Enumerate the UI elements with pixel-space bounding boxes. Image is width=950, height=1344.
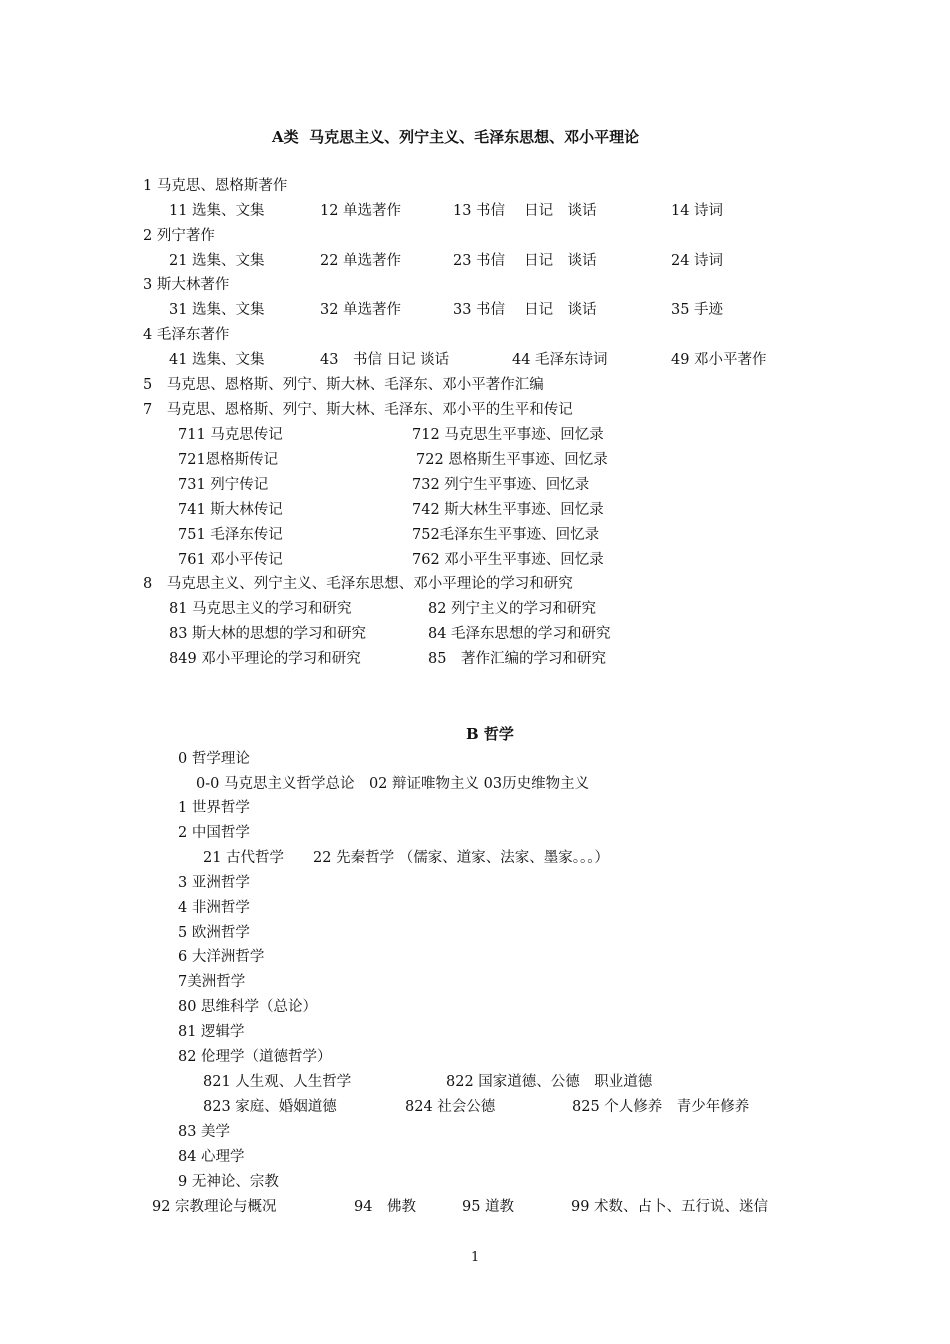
- entry-b83: 83 美学: [178, 1124, 231, 1140]
- entry-b822: 822 国家道德、公德 职业道德: [446, 1074, 653, 1090]
- entry-49: 49 邓小平著作: [671, 352, 767, 368]
- entry-41: 41 选集、文集: [169, 352, 265, 368]
- entry-761: 761 邓小平传记: [178, 552, 283, 568]
- entry-4: 4 毛泽东著作: [143, 327, 230, 343]
- entry-81: 81 马克思主义的学习和研究: [169, 601, 352, 617]
- entry-b6: 6 大洋洲哲学: [178, 949, 265, 965]
- entry-14: 14 诗词: [671, 203, 724, 219]
- entry-8: 8 马克思主义、列宁主义、毛泽东思想、邓小平理论的学习和研究: [143, 576, 573, 592]
- entry-b823: 823 家庭、婚姻道德: [203, 1099, 337, 1115]
- entry-3: 3 斯大林著作: [143, 277, 230, 293]
- entry-12: 12 单选著作: [320, 203, 402, 219]
- entry-b821: 821 人生观、人生哲学: [203, 1074, 352, 1090]
- entry-b81: 81 逻辑学: [178, 1024, 245, 1040]
- entry-b7: 7美洲哲学: [178, 974, 246, 990]
- entry-741: 741 斯大林传记: [178, 502, 283, 518]
- entry-849: 849 邓小平理论的学习和研究: [169, 651, 361, 667]
- entry-b0: 0 哲学理论: [178, 751, 250, 767]
- section-b-title: B 哲学: [466, 725, 514, 743]
- entry-762: 762 邓小平生平事迹、回忆录: [412, 552, 604, 568]
- entry-b94: 94 佛教: [354, 1199, 416, 1215]
- entry-712: 712 马克思生平事迹、回忆录: [412, 427, 604, 443]
- entry-44: 44 毛泽东诗词: [512, 352, 608, 368]
- entry-84: 84 毛泽东思想的学习和研究: [428, 626, 611, 642]
- entry-b3: 3 亚洲哲学: [178, 875, 250, 891]
- entry-83: 83 斯大林的思想的学习和研究: [169, 626, 367, 642]
- entry-5: 5 马克思、恩格斯、列宁、斯大林、毛泽东、邓小平著作汇编: [143, 377, 544, 393]
- entry-732: 732 列宁生平事迹、回忆录: [412, 477, 590, 493]
- entry-85: 85 著作汇编的学习和研究: [428, 651, 606, 667]
- entry-1: 1 马克思、恩格斯著作: [143, 178, 288, 194]
- page-number: 1: [471, 1250, 480, 1265]
- entry-711: 711 马克思传记: [178, 427, 283, 443]
- entry-b824: 824 社会公德: [405, 1099, 496, 1115]
- entry-32: 32 单选著作: [320, 302, 402, 318]
- entry-b84: 84 心理学: [178, 1149, 245, 1165]
- entry-b80: 80 思维科学（总论）: [178, 999, 318, 1015]
- entry-22: 22 单选著作: [320, 253, 402, 269]
- entry-2: 2 列宁著作: [143, 228, 215, 244]
- section-a-title: A类 马克思主义、列宁主义、毛泽东思想、邓小平理论: [272, 128, 640, 146]
- entry-43: 43 书信 日记 谈话: [320, 352, 450, 368]
- entry-b5: 5 欧洲哲学: [178, 925, 250, 941]
- entry-11: 11 选集、文集: [169, 203, 265, 219]
- entry-b99: 99 术数、占卜、五行说、迷信: [571, 1199, 769, 1215]
- entry-721: 721恩格斯传记: [178, 452, 279, 468]
- entry-b1: 1 世界哲学: [178, 800, 250, 816]
- entry-23: 23 书信 日记 谈话: [453, 253, 597, 269]
- entry-b2: 2 中国哲学: [178, 825, 250, 841]
- entry-731: 731 列宁传记: [178, 477, 269, 493]
- entry-b92: 92 宗教理论与概况: [152, 1199, 277, 1215]
- entry-24: 24 诗词: [671, 253, 724, 269]
- entry-b00: 0-0 马克思主义哲学总论 02 辩证唯物主义 03历史维物主义: [196, 776, 590, 792]
- entry-35: 35 手迹: [671, 302, 724, 318]
- entry-21: 21 选集、文集: [169, 253, 265, 269]
- entry-13: 13 书信 日记 谈话: [453, 203, 597, 219]
- entry-82: 82 列宁主义的学习和研究: [428, 601, 597, 617]
- entry-33: 33 书信 日记 谈话: [453, 302, 597, 318]
- entry-b9: 9 无神论、宗教: [178, 1174, 279, 1190]
- entry-b82: 82 伦理学（道德哲学）: [178, 1049, 332, 1065]
- entry-b95: 95 道教: [462, 1199, 515, 1215]
- entry-752: 752毛泽东生平事迹、回忆录: [412, 527, 600, 543]
- entry-b21: 21 古代哲学 22 先秦哲学 （儒家、道家、法家、墨家。。。）: [203, 850, 609, 866]
- entry-742: 742 斯大林生平事迹、回忆录: [412, 502, 604, 518]
- entry-722: 722 恩格斯生平事迹、回忆录: [416, 452, 608, 468]
- entry-31: 31 选集、文集: [169, 302, 265, 318]
- entry-751: 751 毛泽东传记: [178, 527, 283, 543]
- entry-b825: 825 个人修养 青少年修养: [572, 1099, 750, 1115]
- entry-7: 7 马克思、恩格斯、列宁、斯大林、毛泽东、邓小平的生平和传记: [143, 402, 573, 418]
- entry-b4: 4 非洲哲学: [178, 900, 250, 916]
